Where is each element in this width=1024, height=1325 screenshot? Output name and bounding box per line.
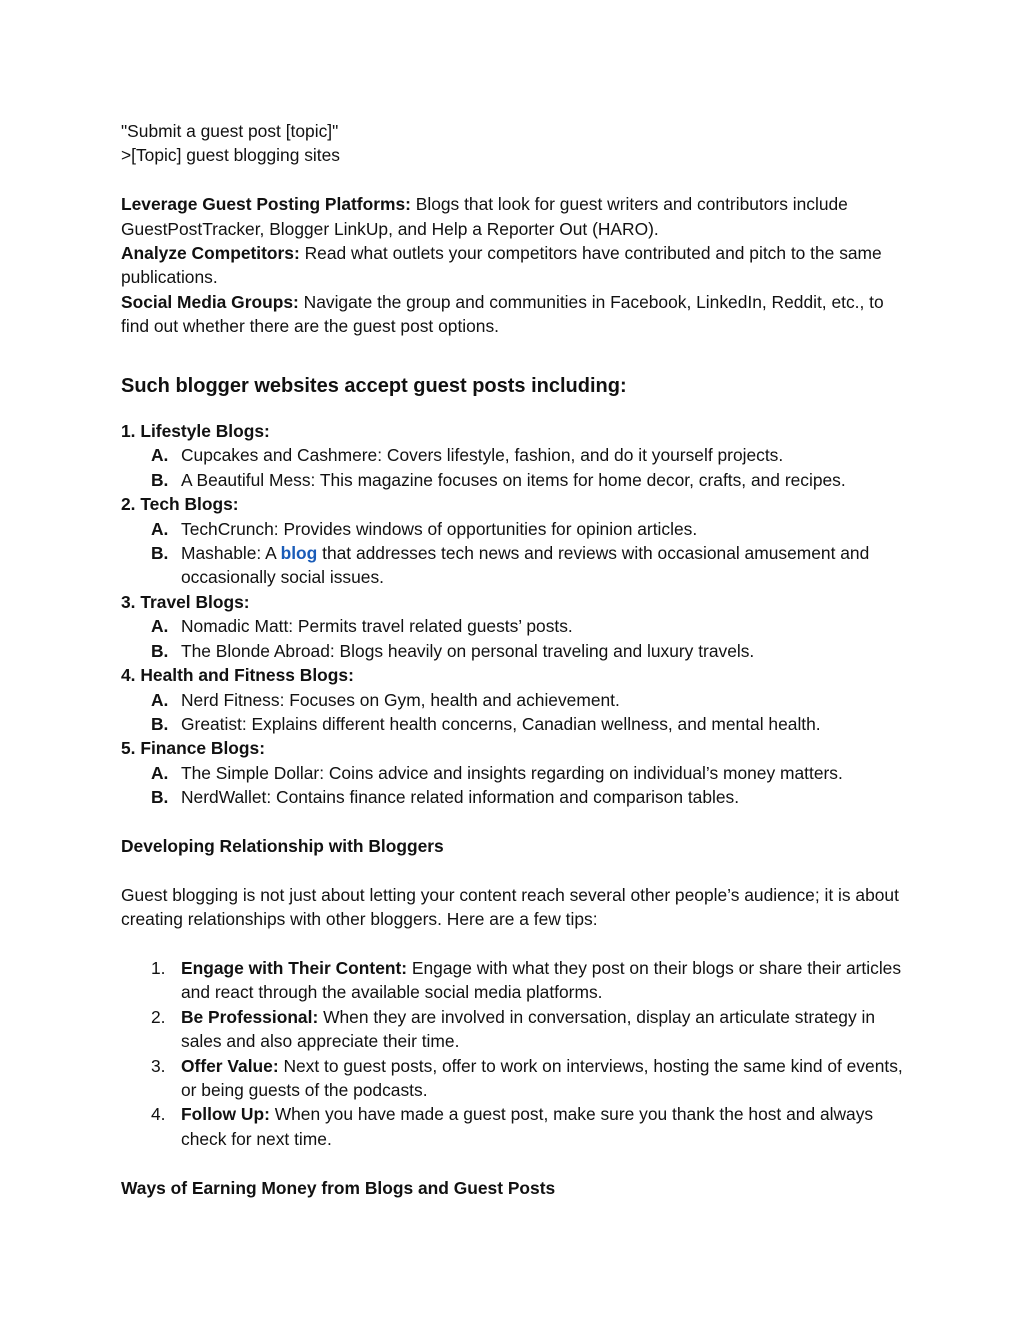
list-item bbox=[121, 517, 911, 541]
category-title bbox=[121, 419, 911, 443]
tip-text: When you have made a guest post, make sure you thank the host and always check for next time. bbox=[181, 1104, 874, 1149]
list-item bbox=[121, 614, 911, 638]
list-item bbox=[121, 639, 911, 663]
list-marker: A. bbox=[151, 762, 169, 783]
category-title-text: 3. Travel Blogs: bbox=[121, 591, 250, 612]
method-text: Read what outlets your competitors have contributed and pitch to the same publications. bbox=[121, 243, 882, 288]
spacer bbox=[121, 858, 911, 882]
tip-title: Follow Up: bbox=[181, 1104, 270, 1125]
list-item-text-before: Mashable: A bbox=[181, 543, 281, 564]
section-heading: Such blogger websites accept guest posts including: bbox=[121, 375, 627, 398]
list-item bbox=[121, 785, 911, 809]
list-item bbox=[121, 468, 911, 492]
category-title bbox=[121, 492, 911, 516]
tip-title: Engage with Their Content: bbox=[181, 957, 408, 978]
list-item-text: The Blonde Abroad: Blogs heavily on personal traveling and luxury travels. bbox=[181, 640, 755, 661]
tip-title: Offer Value: bbox=[181, 1055, 279, 1076]
category-title-text: 1. Lifestyle Blogs: bbox=[121, 421, 270, 442]
tip-text: When they are involved in conversation, display an articulate strategy in sales and also appreciate their time. bbox=[181, 1006, 876, 1052]
earning-heading bbox=[121, 1176, 911, 1200]
document-page bbox=[121, 119, 911, 1200]
list-item bbox=[121, 761, 911, 785]
spacer bbox=[121, 810, 911, 834]
tip-item bbox=[121, 1054, 911, 1103]
relationships-intro: Guest blogging is not just about letting your content reach several other people’s audience; it is about creating relationships with other bloggers. Here are a few tips: bbox=[121, 884, 899, 930]
list-marker: A. bbox=[151, 689, 169, 710]
list-marker: B. bbox=[151, 543, 169, 564]
list-item-text: The Simple Dollar: Coins advice and insights regarding on individual’s money matters. bbox=[181, 762, 843, 783]
category-title-text: 2. Tech Blogs: bbox=[121, 494, 239, 515]
method-item bbox=[121, 192, 911, 241]
list-item-text: TechCrunch: Provides windows of opportunities for opinion articles. bbox=[181, 518, 698, 539]
category-title bbox=[121, 590, 911, 614]
tip-item bbox=[121, 1102, 911, 1151]
list-item-text: A Beautiful Mess: This magazine focuses on items for home decor, crafts, and recipes. bbox=[181, 469, 846, 490]
blog-link[interactable]: blog bbox=[280, 543, 318, 564]
tip-number: 4. bbox=[151, 1104, 166, 1125]
category-title bbox=[121, 663, 911, 687]
list-item-text-after: that addresses tech news and reviews with occasional amusement and occasionally social issues. bbox=[181, 543, 870, 588]
method-title: Social Media Groups: bbox=[121, 291, 299, 312]
spacer bbox=[121, 399, 911, 419]
list-item-text: Cupcakes and Cashmere: Covers lifestyle, fashion, and do it yourself projects. bbox=[181, 445, 784, 466]
spacer bbox=[121, 339, 911, 363]
tip-item bbox=[121, 1005, 911, 1054]
tip-item bbox=[121, 956, 911, 1005]
method-title: Analyze Competitors: bbox=[121, 243, 300, 264]
list-item-text: Greatist: Explains different health concerns, Canadian wellness, and mental health. bbox=[181, 713, 821, 734]
method-item bbox=[121, 290, 911, 339]
tip-number: 3. bbox=[151, 1055, 166, 1076]
method-text: Navigate the group and communities in Facebook, LinkedIn, Reddit, etc., to find out whether there are the guest post options. bbox=[121, 291, 884, 337]
tip-number: 1. bbox=[151, 957, 166, 978]
list-marker: A. bbox=[151, 616, 169, 637]
list-item-text: NerdWallet: Contains finance related information and comparison tables. bbox=[181, 787, 740, 808]
list-marker: B. bbox=[151, 469, 169, 490]
list-marker: B. bbox=[151, 640, 169, 661]
earning-heading-text: Ways of Earning Money from Blogs and Guest Posts bbox=[121, 1177, 556, 1198]
spacer bbox=[121, 168, 911, 192]
tip-title: Be Professional: bbox=[181, 1006, 319, 1027]
search-query: >[Topic] guest blogging sites bbox=[121, 145, 340, 166]
list-item bbox=[121, 541, 911, 590]
relationships-heading-text: Developing Relationship with Bloggers bbox=[121, 835, 444, 856]
search-query: "Submit a guest post [topic]" bbox=[121, 121, 339, 141]
list-item bbox=[121, 443, 911, 467]
list-item bbox=[121, 712, 911, 736]
method-item bbox=[121, 241, 911, 290]
list-item-text: Nerd Fitness: Focuses on Gym, health and achievement. bbox=[181, 689, 620, 710]
list-item bbox=[121, 688, 911, 712]
spacer bbox=[121, 932, 911, 956]
method-text: Blogs that look for guest writers and contributors include GuestPostTracker, Blogger LinkUp, and Help a Reporter Out (HARO). bbox=[121, 194, 848, 239]
spacer bbox=[121, 1151, 911, 1175]
category-title bbox=[121, 736, 911, 760]
tip-number: 2. bbox=[151, 1006, 166, 1027]
method-title: Leverage Guest Posting Platforms: bbox=[121, 194, 411, 215]
list-marker: B. bbox=[151, 787, 169, 808]
list-marker: B. bbox=[151, 713, 169, 734]
list-marker: A. bbox=[151, 518, 169, 539]
relationships-heading bbox=[121, 834, 911, 858]
list-item-text: Nomadic Matt: Permits travel related guests’ posts. bbox=[181, 616, 573, 637]
tip-text: Next to guest posts, offer to work on interviews, hosting the same kind of events, or being guests of the podcasts. bbox=[181, 1055, 903, 1100]
category-title-text: 5. Finance Blogs: bbox=[121, 738, 265, 759]
tip-text: Engage with what they post on their blogs or share their articles and react through the available social media platforms. bbox=[181, 957, 902, 1003]
category-title-text: 4. Health and Fitness Blogs: bbox=[121, 665, 354, 686]
list-marker: A. bbox=[151, 445, 169, 466]
